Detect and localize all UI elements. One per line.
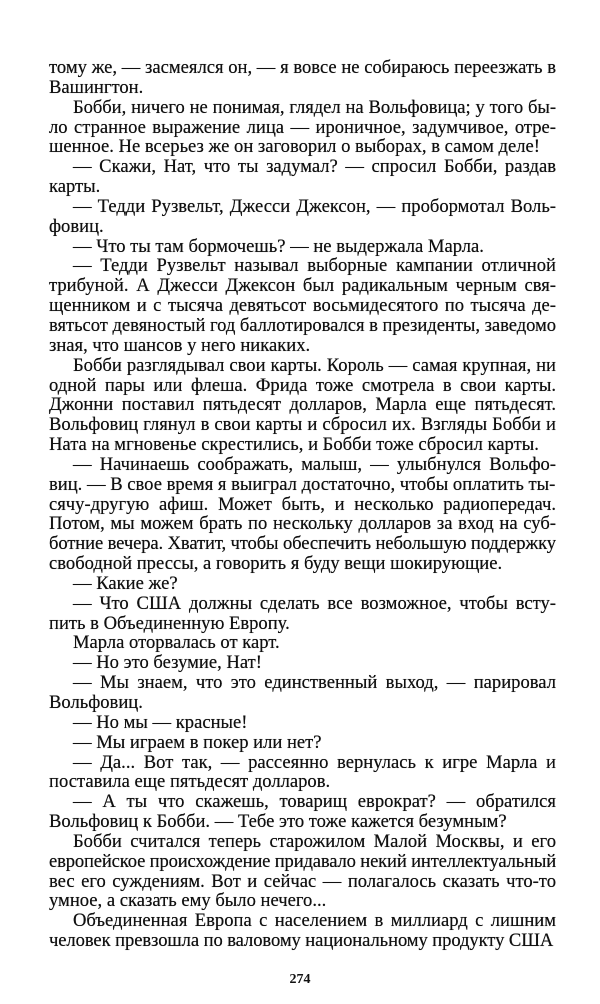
text-line-content: умное, а сказать ему было нечего... [49, 890, 327, 912]
text-line-content: Бобби, ничего не понимая, глядел на Вольфовица; у того бы- [73, 96, 556, 118]
text-line-content: тому же, — засмеялся он, — я вовсе не собираюсь переезжать в [49, 57, 556, 78]
text-line-content: Вашингтон. [49, 76, 144, 98]
text-line [49, 594, 556, 614]
text-line-content: щенником и с тысяча девятьсот восьмидесятого по тысяча де- [49, 295, 556, 317]
text-line [49, 316, 556, 336]
text-line [49, 891, 556, 911]
text-line-content: виц. — В свое время я выиграл достаточно, чтобы оплатить ты- [49, 473, 556, 495]
text-line-content: Вольфовиц глянул в свои карты и сбросил их. Взгляды Бобби и [49, 414, 556, 436]
text-line [49, 197, 556, 217]
text-line [49, 911, 556, 931]
text-line-content: — Начинаешь соображать, малыш, — улыбнулся Вольфо- [73, 453, 556, 475]
text-line-content: свободной прессы, а говорить я буду вещи шокирующие. [49, 553, 503, 575]
text-line-content: Вольфовиц. [49, 692, 143, 713]
text-line-content: — Но мы — красные! [73, 711, 248, 733]
text-line [49, 435, 556, 455]
text-line-content: Ната на мгновенье скрестились, и Бобби тоже сбросил карты. [49, 434, 539, 456]
text-line-content: европейское происхождение придавало некий интеллектуальный [49, 850, 556, 872]
text-line-content: человек превзошла по валовому национальному продукту США [49, 930, 554, 952]
text-line-content: вятьсот девяностый год баллотировался в президенты, заведомо [49, 314, 556, 336]
text-line-content: — Какие же? [73, 572, 178, 594]
text-line-content: Бобби разглядывал свои карты. Король — самая крупная, ни [73, 354, 556, 376]
page-number: 274 [289, 972, 311, 987]
text-line-content: — Но это безумие, Нат! [73, 652, 262, 674]
text-line-content: — А ты что скажешь, товарищ еврократ? — обратился [73, 791, 556, 813]
text-line [49, 98, 556, 118]
text-line [49, 58, 556, 78]
text-line [49, 693, 556, 713]
text-line [49, 832, 556, 852]
text-line [49, 753, 556, 773]
text-line [49, 673, 556, 693]
text-line [49, 475, 556, 495]
text-line-content: сячу-другую афиш. Может быть, и несколько радиопередач. [49, 493, 556, 515]
text-line [49, 534, 556, 554]
text-line-content: — Скажи, Нат, что ты задумал? — спросил Бобби, раздав [73, 156, 556, 178]
text-line [49, 812, 556, 832]
text-line [49, 574, 556, 594]
text-line-content: Вольфовиц к Бобби. — Тебе это тоже кажется безумным? [49, 811, 507, 833]
text-line-content: — Тедди Рузвельт называл выборные кампании отличной [73, 255, 556, 277]
text-line [49, 852, 556, 872]
text-line [49, 772, 556, 792]
text-line-content: поставила еще пятьдесят долларов. [49, 771, 331, 793]
text-line-content: ботние вечера. Хватит, чтобы обеспечить небольшую поддержку [49, 533, 556, 555]
text-line [49, 792, 556, 812]
text-line [49, 415, 556, 435]
text-line-content: Объединенная Европа с населением в миллиард с лишним [73, 910, 556, 932]
text-line [49, 118, 556, 138]
book-page-text [49, 58, 556, 951]
text-line [49, 495, 556, 515]
text-line [49, 137, 556, 157]
text-line [49, 633, 556, 653]
text-line [49, 237, 556, 257]
text-line [49, 733, 556, 753]
text-line-content: Марла оторвалась от карт. [73, 632, 280, 654]
text-line [49, 217, 556, 237]
text-line [49, 713, 556, 733]
text-line [49, 395, 556, 415]
text-line [49, 614, 556, 634]
text-line-content: трибуной. А Джесси Джексон был радикальным черным свя- [49, 275, 556, 297]
text-line [49, 336, 556, 356]
text-line [49, 653, 556, 673]
text-line [49, 356, 556, 376]
text-line-content: — Что США должны сделать все возможное, чтобы всту- [73, 592, 556, 614]
text-line [49, 78, 556, 98]
text-line-content: Бобби считался теперь старожилом Малой Москвы, и его [73, 830, 556, 852]
text-line-content: зная, что шансов у него никаких. [49, 334, 311, 356]
text-line [49, 514, 556, 534]
text-line-content: карты. [49, 176, 101, 198]
text-line-content: Потом, мы можем брать по нескольку долларов за вход на суб- [49, 513, 556, 535]
text-line [49, 296, 556, 316]
text-line-content: одной пары или флеша. Фрида тоже смотрела в свои карты. [49, 374, 556, 396]
text-line-content: вес его суждениям. Вот и сейчас — полагалось сказать что-то [49, 870, 556, 892]
text-line-content: — Мы знаем, что это единственный выход, — парировал [73, 672, 556, 694]
text-line-content: фовиц. [49, 215, 104, 237]
text-line [49, 276, 556, 296]
text-line [49, 931, 556, 951]
text-line-content: — Мы играем в покер или нет? [73, 731, 322, 753]
text-line-content: Джонни поставил пятьдесят долларов, Марла еще пятьдесят. [49, 394, 556, 416]
text-line [49, 256, 556, 276]
text-line-content: шенное. Не всерьез же он заговорил о выборах, в самом деле! [49, 136, 540, 158]
text-line [49, 157, 556, 177]
text-line [49, 872, 556, 892]
text-line [49, 455, 556, 475]
text-line-content: ло странное выражение лица — ироничное, задумчивое, отре- [49, 116, 556, 138]
text-line-content: пить в Объединенную Европу. [49, 612, 290, 634]
text-line [49, 177, 556, 197]
text-line [49, 376, 556, 396]
text-line-content: — Тедди Рузвельт, Джесси Джексон, — пробормотал Воль- [73, 195, 556, 217]
text-line-content: — Что ты там бормочешь? — не выдержала Марла. [73, 235, 484, 257]
text-line [49, 554, 556, 574]
text-line-content: — Да... Вот так, — рассеянно вернулась к игре Марла и [73, 751, 556, 773]
